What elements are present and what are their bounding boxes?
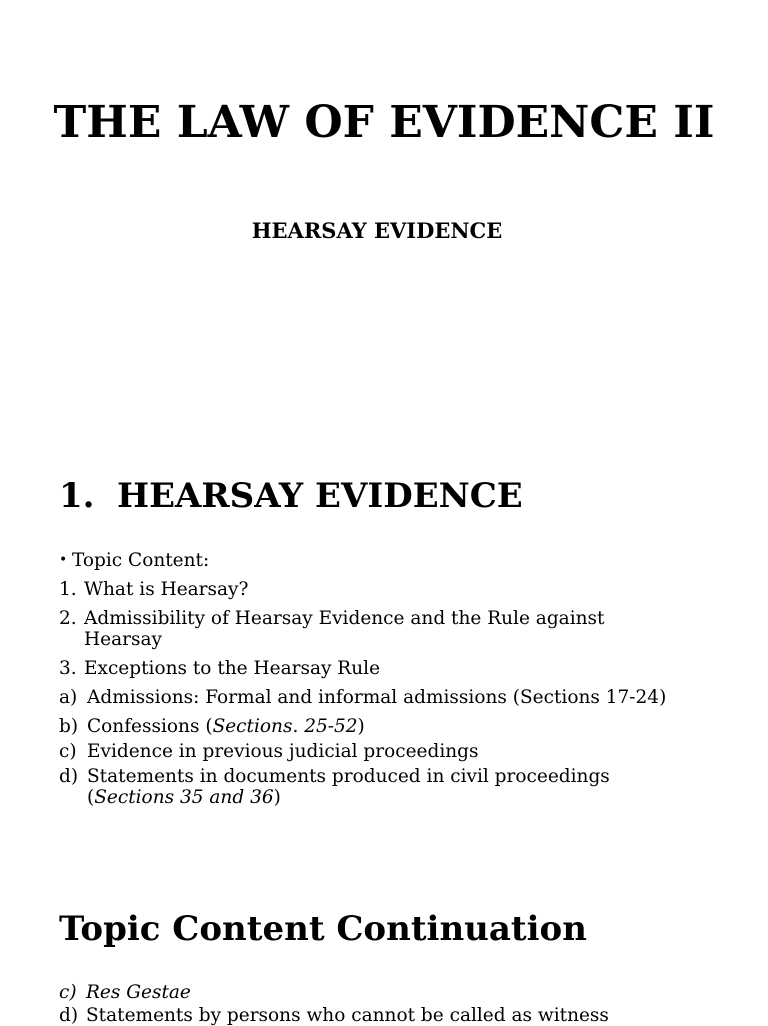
list-item-marker: d) [59,1005,79,1026]
list-item-marker: c) [59,982,77,1003]
list-item-text: What is Hearsay? [84,579,249,600]
section-reference: Sections 35 and 36 [94,787,274,808]
list-item [59,579,699,600]
list-item-marker: a) [59,687,78,708]
list-item-marker: d) [59,766,79,787]
list-item [59,766,699,808]
section-heading-hearsay [59,476,523,516]
list-item-text: Admissibility of Hearsay Evidence and the Rule against Hearsay [84,608,605,650]
list-item-text: Exceptions to the Hearsay Rule [84,658,381,679]
topic-content-list [59,550,699,808]
list-item-marker: c) [59,741,77,762]
list-item-text [87,716,699,737]
list-item [59,658,699,679]
list-item [59,687,699,708]
list-item [59,1005,699,1026]
list-item-marker: b) [59,716,79,737]
list-item [59,741,699,762]
continuation-list [59,982,699,1026]
list-item-marker: 1. [59,579,77,600]
page-title: THE LAW OF EVIDENCE II [53,97,715,148]
page-subtitle: HEARSAY EVIDENCE [251,218,503,243]
list-item [59,716,699,737]
section-reference: Sections. 25-52 [212,716,358,737]
section-heading-continuation: Topic Content Continuation [59,909,587,949]
section-number: 1. [59,476,95,516]
list-item-text-part: Statements in documents produced in civil proceedings ( [87,766,610,808]
list-item-topic-content [59,550,699,571]
list-item-text: Statements by persons who cannot be called as witness [86,1005,609,1026]
list-item-text-part: Confessions ( [87,716,213,737]
list-item-text: Evidence in previous judicial proceedings [87,741,479,762]
list-item-text [87,766,652,808]
list-item-text-part: ) [273,787,281,808]
bullet-icon: • [59,552,68,568]
list-item [59,982,699,1003]
list-item-text: Res Gestae [86,982,191,1003]
section-title: HEARSAY EVIDENCE [117,476,523,516]
list-item-text: Topic Content: [72,550,210,571]
list-item-marker: 2. [59,608,77,629]
list-item-text: Admissions: Formal and informal admissions (Sections 17-24) [87,687,667,708]
list-item [59,608,699,650]
list-item-marker: 3. [59,658,77,679]
list-item-text-part: ) [357,716,365,737]
